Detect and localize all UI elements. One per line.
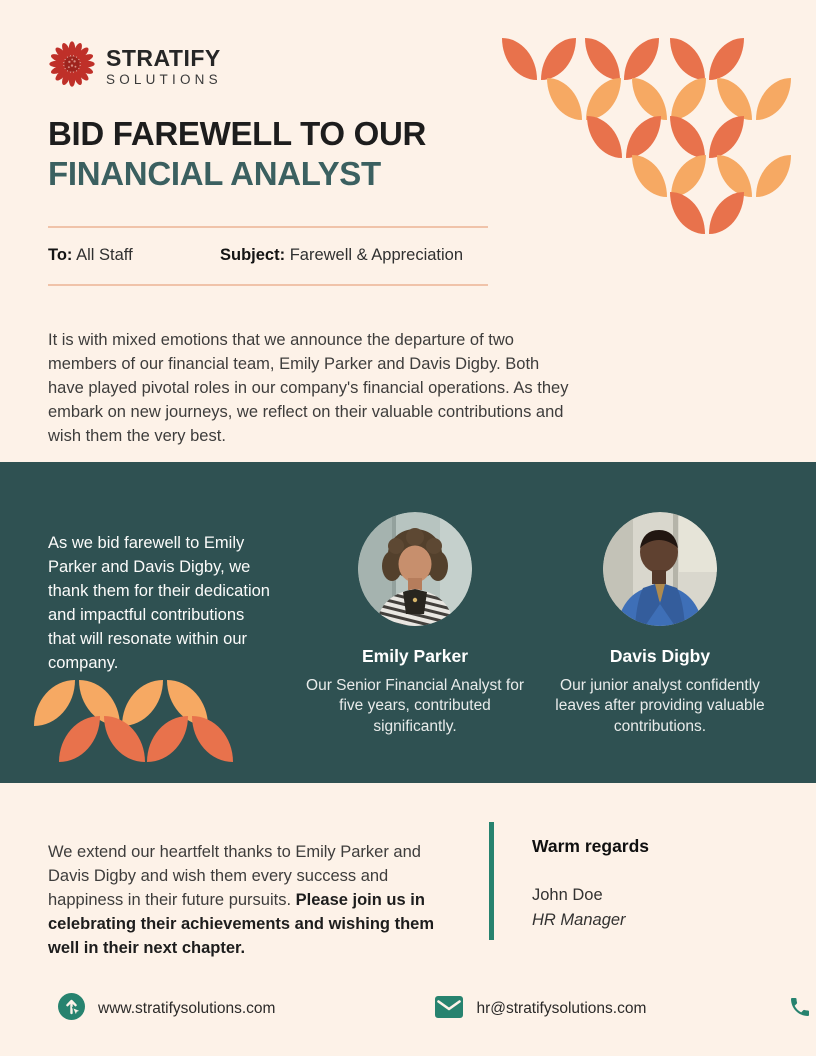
person-name: Davis Digby	[609, 646, 711, 666]
petal-pair	[59, 716, 145, 762]
petal-pattern-bottom-left	[34, 680, 274, 770]
petal-pair	[632, 155, 706, 197]
envelope-icon	[435, 996, 463, 1023]
person-card-davis	[545, 512, 775, 737]
petal-pair	[670, 116, 744, 158]
footer-website-text: www.stratifysolutions.com	[98, 1000, 276, 1017]
petal-pair	[632, 78, 706, 120]
farewell-message: As we bid farewell to Emily Parker and Davis Digby, we thank them for their dedication and impactful contributions that will resonate within our company.	[48, 533, 270, 672]
signature-block	[489, 822, 649, 940]
signature-title: HR Manager	[532, 911, 626, 929]
footer-phone-link[interactable]	[788, 982, 816, 1036]
phone-icon	[788, 995, 812, 1024]
petal-pair	[547, 78, 621, 120]
avatar-emily-parker	[358, 512, 472, 626]
person-name: Emily Parker	[361, 646, 469, 666]
signature-heading: Warm regards	[532, 836, 650, 856]
closing-paragraph	[48, 840, 444, 960]
memo-meta	[48, 226, 488, 286]
logo-subname: SOLUTIONS	[106, 71, 222, 87]
farewell-section	[0, 462, 816, 783]
petal-pair	[717, 155, 791, 197]
flower-burst-icon	[48, 40, 96, 93]
person-description: Our Senior Financial Analyst for five years, contributed significantly.	[306, 677, 524, 735]
memo-to	[48, 246, 220, 265]
closing-text-regular: We extend our heartfelt thanks to Emily Parker and Davis Digby and wish them every success and happiness in their future pursuits.	[48, 842, 421, 909]
avatar-davis-digby	[603, 512, 717, 626]
footer-website-link[interactable]	[58, 982, 275, 1036]
intro-paragraph: It is with mixed emotions that we announce the departure of two members of our financial team, Emily Parker and Davis Digby. Both have played pivotal roles in our company's financial operations. As they embark on new journeys, we reflect on their valuable contributions and wish them the very best.	[48, 330, 569, 445]
company-logo	[48, 40, 222, 93]
footer-email-link[interactable]	[435, 982, 646, 1036]
person-description: Our junior analyst confidently leaves after providing valuable contributions.	[555, 677, 765, 735]
footer-email-text: hr@stratifysolutions.com	[476, 1000, 647, 1017]
petal-pair	[717, 78, 791, 120]
memo-to-value: All Staff	[76, 246, 133, 264]
signature-name: John Doe	[532, 886, 603, 904]
petal-pair	[147, 716, 233, 762]
person-card-emily	[300, 512, 530, 737]
petal-pair	[502, 38, 576, 80]
page-title	[48, 114, 426, 195]
closing-text-bold: Please join us in celebrating their achievements and wishing them well in their next chapter.	[48, 890, 435, 957]
logo-text	[106, 44, 222, 87]
memo-subject-value: Farewell & Appreciation	[289, 246, 464, 264]
globe-cursor-icon	[58, 993, 85, 1025]
petal-pair	[587, 116, 661, 158]
logo-name: STRATIFY	[106, 44, 221, 71]
petal-pair	[670, 38, 744, 80]
signature-accent-bar	[489, 822, 494, 940]
page-title-line2: FINANCIAL ANALYST	[48, 155, 381, 193]
petal-pair	[670, 192, 744, 234]
signature-body	[532, 822, 649, 940]
contact-footer	[0, 982, 816, 1036]
memo-subject-label: Subject:	[220, 246, 286, 264]
petal-pattern-top-right	[502, 38, 802, 248]
page-title-line1: BID FAREWELL TO OUR	[48, 115, 427, 152]
memo-subject	[220, 246, 463, 265]
petal-pair	[585, 38, 659, 80]
memo-to-label: To:	[48, 246, 73, 264]
